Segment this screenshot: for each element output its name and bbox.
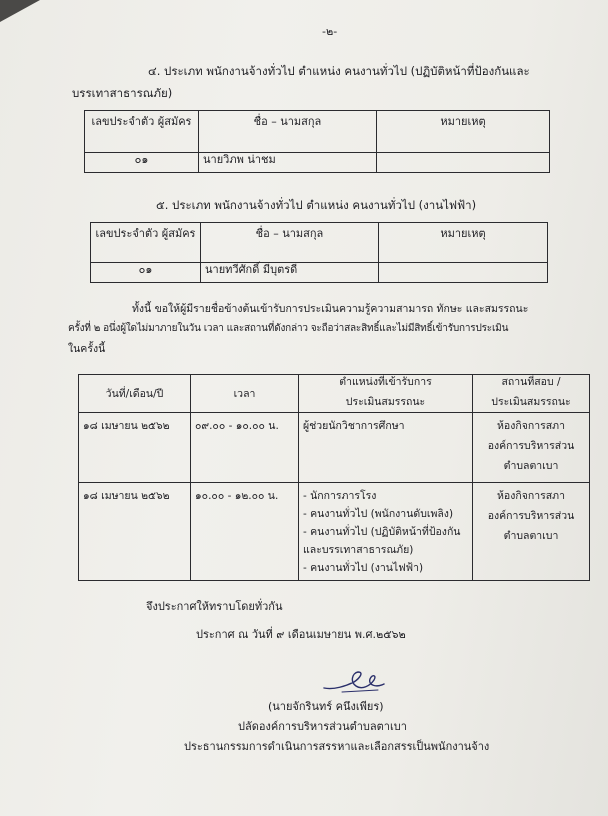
notice-line2: ครั้งที่ ๒ อนึ่งผู้ใดไม่มาภายในวัน เวลา และสถานที่ดังกล่าว จะถือว่าสละสิทธิ์และไม่มีสิทธิ์เข้ารับการประเมิน (68, 323, 509, 334)
cell-applicant-id: ๐๑ (85, 153, 199, 173)
page-number: -๒- (322, 25, 338, 38)
header-name: ชื่อ – นามสกุล (201, 223, 379, 263)
notice-line1: ทั้งนี้ ขอให้ผู้มีรายชื่อข้างต้นเข้ารับการประเมินความรู้ความสามารถ ทักษะ และสมรรถนะ (132, 303, 529, 315)
table-header-row (91, 223, 548, 263)
place-line: ตำบลตาเบา (503, 460, 559, 472)
place-line: ห้องกิจการสภา (497, 420, 565, 432)
cell-place (473, 483, 590, 581)
place-line: องค์การบริหารส่วน (487, 510, 575, 522)
header-date: วันที่/เดือน/ปี (79, 375, 191, 413)
table-row (85, 153, 550, 173)
cell-time: ๑๐.๐๐ - ๑๒.๐๐ น. (191, 483, 299, 581)
place-line: องค์การบริหารส่วน (487, 440, 575, 452)
header-time: เวลา (191, 375, 299, 413)
table-row (91, 263, 548, 283)
cell-positions (299, 413, 473, 483)
section4-table (84, 110, 550, 173)
signer-title-1: ปลัดองค์การบริหารส่วนตำบลตาเบา (238, 720, 407, 733)
section5-heading: ๕. ประเภท พนักงานจ้างทั่วไป ตำแหน่ง คนงานทั่วไป (งานไฟฟ้า) (156, 198, 477, 212)
place-line: ตำบลตาเบา (503, 530, 559, 542)
cell-name: นายวิภพ น่าชม (199, 153, 377, 173)
header-applicant-id: เลขประจำตัว ผู้สมัคร (85, 111, 199, 153)
cell-time: ๐๙.๐๐ - ๑๐.๐๐ น. (191, 413, 299, 483)
cell-place (473, 413, 590, 483)
position-item: และบรรเทาสาธารณภัย) (303, 544, 414, 556)
table-header-row (85, 111, 550, 153)
position-item: - คนงานทั่วไป (งานไฟฟ้า) (303, 562, 424, 574)
closing-announcement: จึงประกาศให้ทราบโดยทั่วกัน (146, 600, 283, 613)
position-item: ผู้ช่วยนักวิชาการศึกษา (303, 420, 405, 432)
header-place (473, 375, 590, 413)
position-item: - นักการภารโรง (303, 490, 377, 502)
handwritten-signature (320, 668, 390, 696)
cell-date: ๑๘ เมษายน ๒๕๖๒ (79, 413, 191, 483)
header-remark: หมายเหตุ (377, 111, 550, 153)
signer-title-2: ประธานกรรมการดำเนินการสรรหาและเลือกสรรเป็นพนักงานจ้าง (184, 740, 490, 753)
closing-date-line: ประกาศ ณ วันที่ ๙ เดือนเมษายน พ.ศ.๒๕๖๒ (196, 628, 406, 641)
position-item: - คนงานทั่วไป (พนักงานดับเพลิง) (303, 508, 454, 520)
cell-remark (377, 153, 550, 173)
header-applicant-id: เลขประจำตัว ผู้สมัคร (91, 223, 201, 263)
cell-name: นายทวีศักดิ์ มีบุตรดี (201, 263, 379, 283)
cell-positions (299, 483, 473, 581)
section4-heading-line2: บรรเทาสาธารณภัย) (72, 86, 173, 100)
cell-applicant-id: ๐๑ (91, 263, 201, 283)
header-place-line2: ประเมินสมรรถนะ (491, 396, 571, 408)
schedule-table (78, 374, 590, 581)
header-place-line1: สถานที่สอบ / (501, 376, 561, 388)
section5-table (90, 222, 548, 283)
position-item: - คนงานทั่วไป (ปฏิบัติหน้าที่ป้องกัน (303, 526, 461, 538)
header-position (299, 375, 473, 413)
cell-date: ๑๘ เมษายน ๒๕๖๒ (79, 483, 191, 581)
cell-remark (379, 263, 548, 283)
table-row (79, 483, 590, 581)
header-remark: หมายเหตุ (379, 223, 548, 263)
table-header-row (79, 375, 590, 413)
header-position-line2: ประเมินสมรรถนะ (345, 396, 426, 408)
header-position-line1: ตำแหน่งที่เข้ารับการ (339, 376, 432, 388)
signer-name: (นายจักรินทร์ คนึงเพียร) (268, 700, 384, 713)
page-corner-shadow (0, 0, 40, 22)
table-row (79, 413, 590, 483)
place-line: ห้องกิจการสภา (497, 490, 565, 502)
notice-line3: ในครั้งนี้ (68, 343, 106, 355)
header-name: ชื่อ – นามสกุล (199, 111, 377, 153)
section4-heading-line1: ๔. ประเภท พนักงานจ้างทั่วไป ตำแหน่ง คนงานทั่วไป (ปฏิบัติหน้าที่ป้องกันและ (148, 64, 530, 78)
